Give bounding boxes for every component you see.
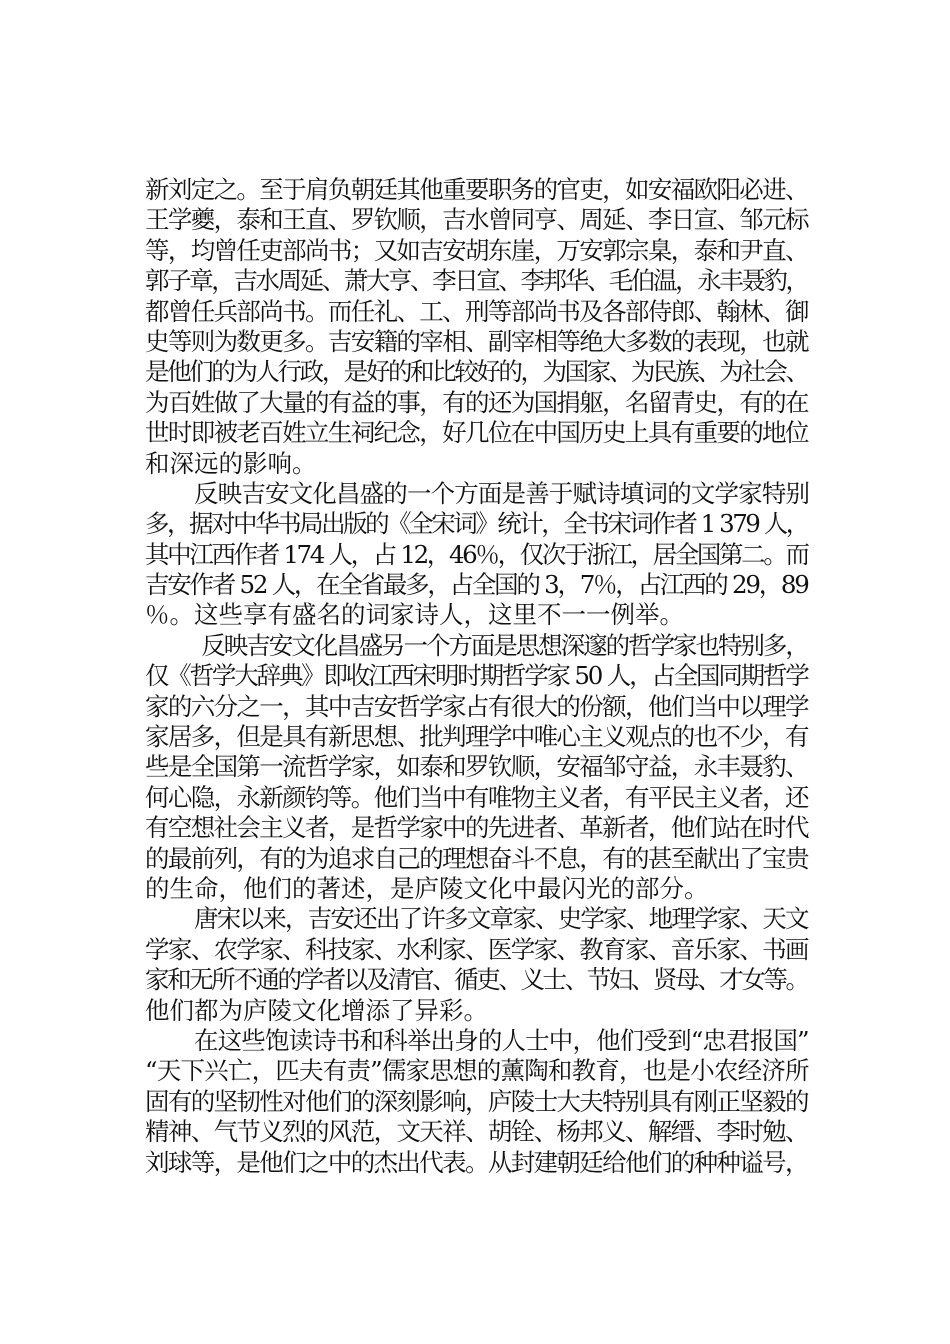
- text-line: 王学夔，泰和王直、罗钦顺，吉水曾同亨、周延、李日宣、邹元标: [145, 205, 808, 235]
- text-line: 多，据对中华书局出版的《全宋词》统计，全书宋词作者 1 379 人，: [145, 509, 808, 539]
- text-line: 反映吉安文化昌盛的一个方面是善于赋诗填词的文学家特别: [194, 478, 810, 508]
- text-line: 和深远的影响。: [145, 448, 317, 478]
- text-line: 史等则为数更多。吉安籍的宰相、副宰相等绝大多数的表现，也就: [145, 326, 808, 356]
- text-line: ％。这些享有盛名的词家诗人，这里不一一例举。: [145, 600, 684, 630]
- text-line: 都曾任兵部尚书。而任礼、工、刑等部尚书及各部侍郎、翰林、御: [145, 296, 808, 326]
- text-line: 是他们的为人行政，是好的和比较好的，为国家、为民族、为社会、: [145, 357, 808, 387]
- text-line: 仅《哲学大辞典》即收江西宋明时期哲学家 50 人，占全国同期哲学: [145, 661, 808, 691]
- text-line: 在这些饱读诗书和科举出身的人士中，他们受到“忠君报国”: [194, 1025, 809, 1055]
- text-line: 的生命，他们的著述，是庐陵文化中最闪光的部分。: [145, 873, 709, 903]
- text-line: 固有的坚韧性对他们的深刻影响，庐陵士大夫特别具有刚正坚毅的: [145, 1086, 808, 1116]
- text-line: 唐宋以来，吉安还出了许多文章家、史学家、地理学家、天文: [194, 904, 808, 934]
- text-line: 郭子章，吉水周延、萧大亨、李日宣、李邦华、毛伯温，永丰聂豹，: [145, 266, 808, 296]
- text-line: 等，均曾任吏部尚书；又如吉安胡东崖，万安郭宗臬，泰和尹直、: [145, 235, 808, 265]
- text-line: 他们都为庐陵文化增添了异彩。: [145, 995, 488, 1025]
- text-line: 家居多，但是具有新思想、批判理学中唯心主义观点的也不少，有: [145, 722, 808, 752]
- text-line: 些是全国第一流哲学家，如泰和罗钦顺，安福邹守益，永丰聂豹、: [145, 752, 808, 782]
- text-line: 家的六分之一，其中吉安哲学家占有很大的份额，他们当中以理学: [145, 691, 808, 721]
- text-line: 有空想社会主义者，是哲学家中的先进者、革新者，他们站在时代: [145, 813, 808, 843]
- text-line: 吉安作者 52 人，在全省最多，占全国的 3，7％，占江西的 29，89: [145, 570, 808, 600]
- text-line: 其中江西作者 174 人，占 12，46％，仅次于浙江，居全国第二。而: [145, 539, 808, 569]
- text-line: 家和无所不通的学者以及清官、循吏、义士、节妇、贤母、才女等。: [145, 965, 808, 995]
- text-line: 为百姓做了大量的有益的事，有的还为国捐躯，名留青史，有的在: [145, 387, 808, 417]
- text-line: 反映吉安文化昌盛另一个方面是思想深邃的哲学家也特别多，: [201, 630, 808, 660]
- text-line: “天下兴亡，匹夫有责”儒家思想的薰陶和教育，也是小农经济所: [145, 1056, 809, 1086]
- text-line: 刘球等，是他们之中的杰出代表。从封建朝廷给他们的种种谥号，: [145, 1147, 808, 1177]
- text-line: 何心隐，永新颜钧等。他们当中有唯物主义者，有平民主义者，还: [145, 782, 808, 812]
- text-line: 精神、气节义烈的风范，文天祥、胡铨、杨邦义、解缙、李时勉、: [145, 1117, 808, 1147]
- text-line: 学家、农学家、科技家、水利家、医学家、教育家、音乐家、书画: [145, 934, 808, 964]
- text-line: 世时即被老百姓立生祠纪念，好几位在中国历史上具有重要的地位: [145, 418, 808, 448]
- text-line: 新刘定之。至于肩负朝廷其他重要职务的官吏，如安福欧阳必进、: [145, 175, 808, 204]
- text-line: 的最前列，有的为追求自己的理想奋斗不息，有的甚至献出了宝贵: [145, 843, 808, 873]
- body-text: [145, 175, 810, 1178]
